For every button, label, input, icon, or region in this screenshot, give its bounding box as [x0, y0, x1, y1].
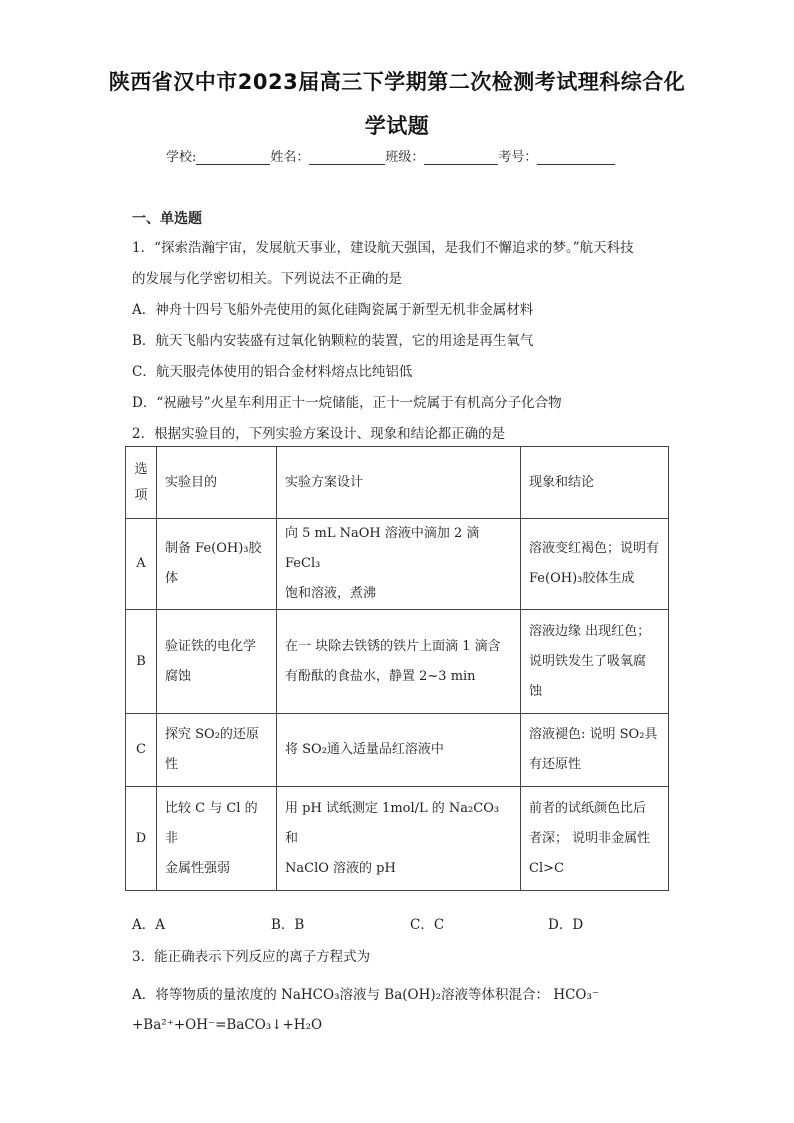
answer-c: C．C: [410, 917, 445, 933]
table-header-row: [126, 447, 669, 519]
name-blank: [309, 150, 385, 165]
cell-line: 前者的试纸颜色比后: [529, 800, 647, 816]
school-blank: [196, 150, 270, 165]
answer-b: B．B: [271, 917, 305, 933]
exam-no-blank: [537, 150, 615, 165]
class-blank: [424, 150, 498, 165]
row-design: [277, 610, 521, 714]
q1-option-b: B．航天飞船内安装盛有过氧化钠颗粒的装置，它的用途是再生氧气: [132, 333, 534, 349]
cell-line: 验证铁的电化学: [165, 638, 257, 654]
row-result: [521, 787, 669, 891]
row-result: [521, 519, 669, 610]
row-result: [521, 714, 669, 787]
cell-line: 饱和溶液，煮沸: [285, 586, 377, 601]
section-heading: 一、单选题: [132, 211, 202, 227]
cell-line: Cl>C: [529, 860, 564, 876]
q1-option-d: D．“祝融号”火星车利用正十一烷储能，正十一烷属于有机高分子化合物: [132, 395, 562, 411]
cell-line: 腐蚀: [165, 668, 192, 684]
cell-line: 在一 块除去铁锈的铁片上面滴 1 滴含: [285, 638, 501, 654]
cell-line: 说明铁发生了吸氧腐: [529, 653, 647, 669]
q1-option-c: C．航天服壳体使用的铝合金材料熔点比纯铝低: [132, 364, 413, 380]
header-design: 实验方案设计: [277, 447, 521, 519]
cell-line: 有酚酞的食盐水，静置 2~3 min: [285, 668, 476, 684]
school-label: 学校:: [166, 150, 197, 165]
cell-line: 溶液褪色: 说明 SO₂具: [529, 727, 658, 742]
q2-stem: 2．根据实验目的，下列实验方案设计、现象和结论都正确的是: [132, 426, 506, 442]
row-purpose: [157, 519, 277, 610]
q3-stem: 3．能正确表示下列反应的离子方程式为: [132, 949, 371, 965]
header-purpose: 实验目的: [157, 447, 277, 519]
header-option: 选项: [126, 447, 157, 519]
table-row: [126, 519, 669, 610]
row-option: D: [126, 787, 157, 891]
page-title-line2: 学试题: [364, 114, 430, 138]
row-design: [277, 787, 521, 891]
cell-line: 用 pH 试纸测定 1mol/L 的 Na₂CO₃和: [285, 800, 500, 846]
q3-option-a-line2: +Ba²⁺+OH⁻=BaCO₃↓+H₂O: [132, 1017, 323, 1033]
row-purpose: [157, 787, 277, 891]
cell-line: 溶液变红褐色；说明有: [529, 541, 660, 556]
q1-stem-line2: 的发展与化学密切相关。下列说法不正确的是: [132, 271, 402, 287]
cell-line: NaClO 溶液的 pH: [285, 860, 396, 876]
table-row: [126, 714, 669, 787]
q1-option-a: A．神舟十四号飞船外壳使用的氮化硅陶瓷属于新型无机非金属材料: [132, 302, 534, 318]
page-title-line1: 陕西省汉中市2023届高三下学期第二次检测考试理科综合化: [108, 70, 686, 94]
row-purpose: [157, 610, 277, 714]
row-design: [277, 714, 521, 787]
cell-line: Fe(OH)₃胶体生成: [529, 571, 635, 586]
q2-table: [125, 446, 669, 891]
q1-stem-line1: 1．“探索浩瀚宇宙，发展航天事业，建设航天强国，是我们不懈追求的梦。”航天科技: [132, 240, 634, 256]
cell-line: 制备 Fe(OH)₃胶: [165, 541, 262, 556]
cell-line: 者深； 说明非金属性: [529, 830, 651, 846]
row-option: C: [126, 714, 157, 787]
row-purpose: [157, 714, 277, 787]
cell-line: 探究 SO₂的还原: [165, 727, 259, 742]
table-row: [126, 610, 669, 714]
row-result: [521, 610, 669, 714]
cell-line: 体: [165, 571, 179, 586]
answer-d: D．D: [548, 917, 584, 933]
cell-line: 金属性强弱: [165, 860, 231, 876]
row-design: [277, 519, 521, 610]
cell-line: 蚀: [529, 683, 543, 699]
exam-no-label: 考号：: [498, 150, 538, 165]
cell-line: 溶液边缘 出现红色；: [529, 623, 651, 639]
cell-line: 比较 C 与 Cl 的非: [165, 800, 258, 846]
cell-line: 向 5 mL NaOH 溶液中滴加 2 滴 FeCl₃: [285, 526, 480, 571]
q3-option-a-line1: A．将等物质的量浓度的 NaHCO₃溶液与 Ba(OH)₂溶液等体积混合： HCO₃⁻: [132, 987, 600, 1003]
row-option: A: [126, 519, 157, 610]
name-label: 姓名：: [270, 150, 310, 165]
answer-a: A．A: [132, 917, 165, 933]
cell-line: 有还原性: [529, 757, 582, 772]
cell-line: 将 SO₂通入适量品红溶液中: [285, 742, 444, 757]
class-label: 班级：: [385, 150, 425, 165]
table-row: [126, 787, 669, 891]
student-info-row: [166, 146, 615, 165]
header-result: 现象和结论: [521, 447, 669, 519]
row-option: B: [126, 610, 157, 714]
cell-line: 性: [165, 757, 179, 772]
